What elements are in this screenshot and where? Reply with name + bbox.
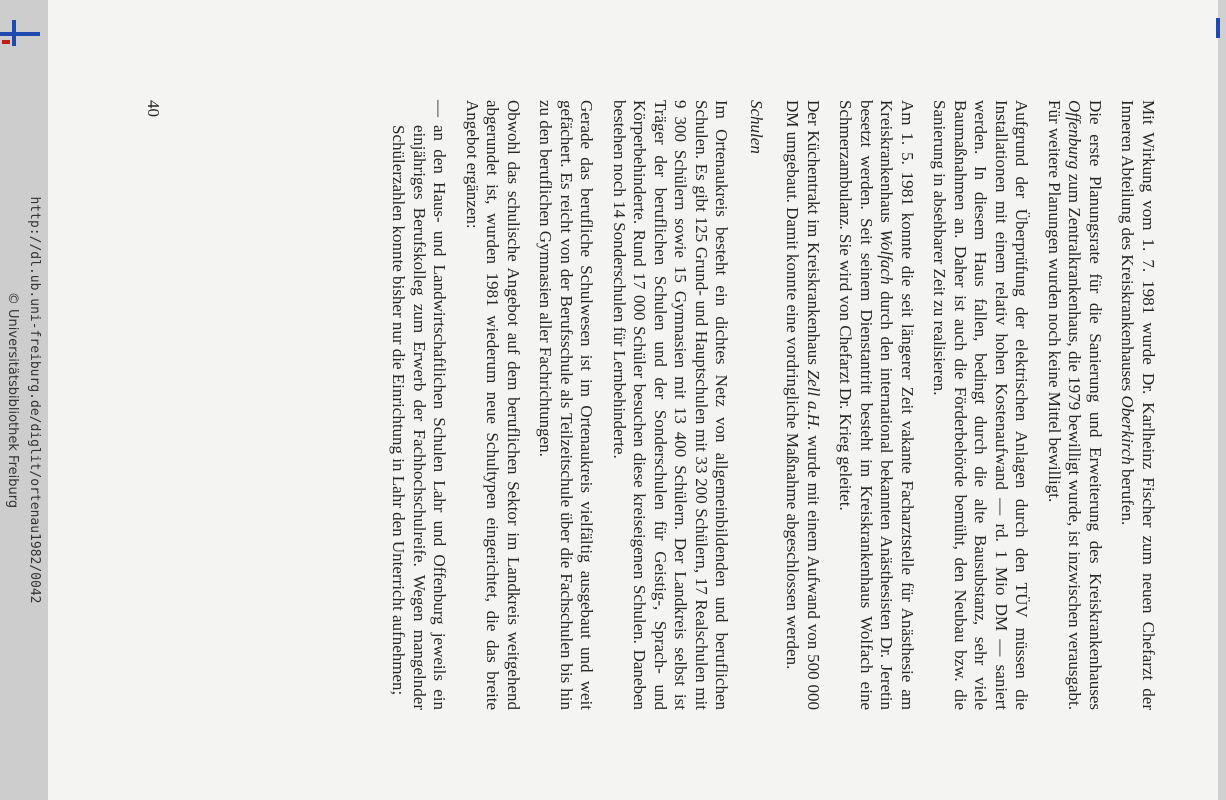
- copyright-notice: © Universitätsbibliothek Freiburg: [5, 291, 20, 509]
- paragraph-wolfach: Am 1. 5. 1981 konnte die seit längerer Zeit vakante Facharztstelle für Anästhesie am Kreiskrankenhaus Wolfach durch den international bekannten Anästhesisten Dr. Jeretin besetzt werden. Seit seinem Dienstantritt besteht im Kreiskrankenhaus Wolfach eine Schmerzambulanz. Sie wird von Chefarzt Dr. Krieg geleitet.: [836, 100, 917, 710]
- paragraph-tuev: Aufgrund der Überprüfung der elektrischen Anlagen durch den TÜV müssen die Installationen mit einem relativ hohen Kostenaufwand — rd. 1 Mio DM — saniert werden. In diesem Haus fallen, bedingt durch die alte Bausubstanz, sehr viele Baumaßnahmen an. Daher ist auch die Förderbehörde bemüht, den Neubau bzw. die Sanierung in absehbarer Zeit zu realisieren.: [930, 100, 1032, 710]
- right-margin-bar: [1218, 0, 1226, 800]
- paragraph-offenburg: Die erste Planungsrate für die Sanierung und Erweiterung des Kreiskrankenhauses Offenburg zum Zentralkrankenhaus, die 1979 bewilligt wurde, ist inzwischen verausgabt. Für weitere Planungen wurden noch keine Mittel bewilligt.: [1045, 100, 1105, 710]
- rotated-text-area: [48, 0, 1218, 800]
- paragraph-zell: Der Küchentrakt im Kreiskrankenhaus Zell a.H. wurde mit einem Aufwand von 500 000 DM umgebaut. Damit konnte eine vordringliche Maßnahme abgeschlossen werden.: [783, 100, 823, 711]
- dash-marker: —: [430, 100, 450, 117]
- page-number: 40: [144, 100, 163, 117]
- section-heading: Schulen: [747, 100, 766, 154]
- scanned-page: [48, 0, 1218, 800]
- paragraph-schulnetz: Im Ortenaukreis besteht ein dichtes Netz von allgemeinbildenden und beruflichen Schulen. Es gibt 125 Grund- und Hauptschulen mit 33 200 Schülern, 17 Realschulen mit 9 300 Schülern sowie 15 Gymnasien mit 13 400 Schülern. Der Landkreis selbst ist Träger der beruflichen Schulen und der Sonderschulen für Geistig-, Sprach- und Körperbehinderte. Rund 17 000 Schüler besuchen diese kreiseigenen Schulen. Daneben bestehen noch 14 Sonderschulen für Lernbehinderte.: [610, 100, 732, 710]
- paragraph-angebot: Obwohl das schulische Angebot auf dem beruflichen Sektor im Landkreis weitgehend abgerundet ist, wurden 1981 wiederum neue Schultypen eingerichtet, die das breite Angebot ergänzen:: [463, 100, 523, 710]
- list-item: [388, 100, 450, 710]
- list-item-text: an den Haus- und Landwirtschaftlichen Schulen Lahr und Offenburg jeweils ein einjähriges Berufskolleg zum Erwerb der Fachhochschulreife. Wegen mangelnder Schülerzahlen konnte bisher nur die Einrichtung in Lahr den Unterricht aufnehmen;: [389, 125, 450, 710]
- paragraph-oberkirch: Mit Wirkung vom 1. 7. 1981 wurde Dr. Karlheinz Fischer zum neuen Chefarzt der Inneren Abteilung des Kreiskrankenhauses Oberkirch berufen.: [1118, 100, 1158, 710]
- paragraph-berufliches-schulwesen: Gerade das berufliche Schulwesen ist im Ortenaukreis vielfältig ausgebaut und weit gefächert. Es reicht von der Berufsschule als Teilzeitschule über die Fachschulen bis hin zu den beruflichen Gymnasien aller Fachrichtungen.: [536, 100, 597, 710]
- source-url[interactable]: http://dl.ub.uni-freiburg.de/diglit/ortenau1982/0042: [27, 196, 42, 604]
- right-registration-mark: [1216, 18, 1220, 38]
- text-column: [388, 100, 1158, 710]
